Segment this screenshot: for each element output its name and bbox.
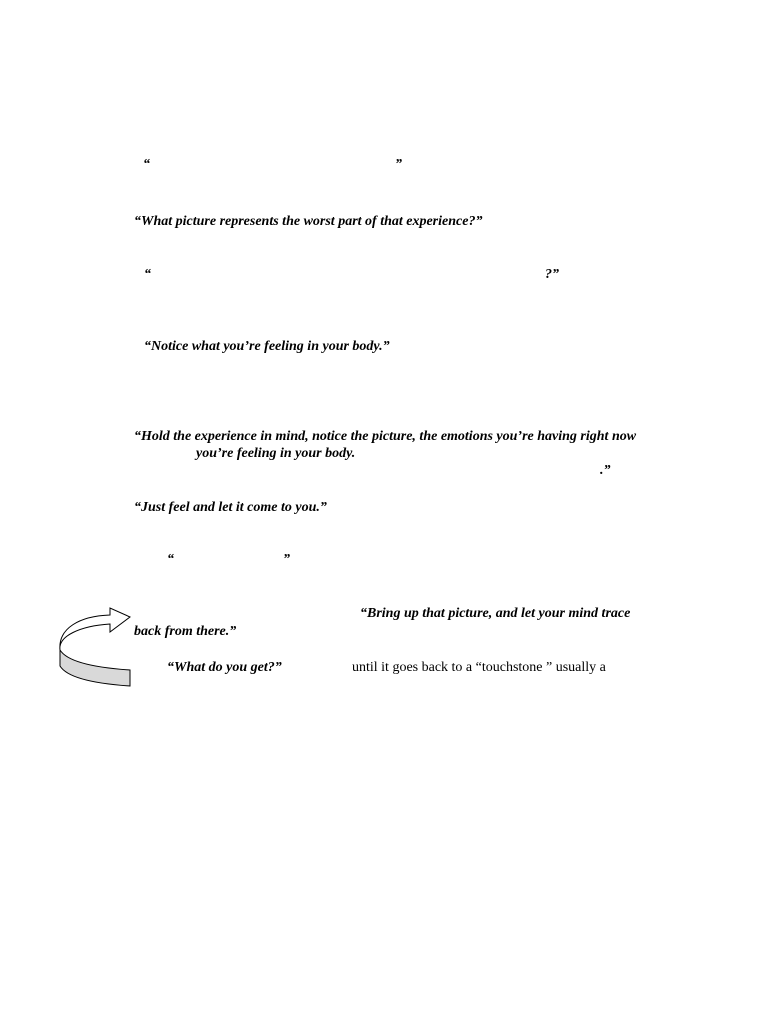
quote-open-2: “	[144, 267, 151, 282]
prompt-notice-body: “Notice what you’re feeling in your body.”	[144, 339, 390, 354]
curved-arrow-icon	[50, 598, 142, 694]
prompt-just-feel: “Just feel and let it come to you.”	[134, 500, 327, 515]
prompt-bring-up-picture-cont: back from there.”	[134, 624, 237, 639]
prompt-hold-experience: “Hold the experience in mind, notice the picture, the emotions you’re having right now	[134, 429, 637, 444]
quote-open-3: “	[167, 552, 174, 567]
quote-close-2: ?”	[545, 267, 559, 282]
prompt-hold-experience-end: .”	[600, 463, 611, 478]
quote-open-1: “	[143, 157, 150, 172]
prompt-bring-up-picture: “Bring up that picture, and let your mind trace	[360, 606, 631, 621]
instruction-touchstone: until it goes back to a “touchstone ” usually a	[352, 660, 606, 675]
quote-close-3: ”	[283, 552, 290, 567]
prompt-what-do-you-get: “What do you get?”	[167, 660, 282, 675]
quote-close-1: ”	[395, 157, 402, 172]
prompt-hold-experience-cont: you’re feeling in your body.	[196, 446, 356, 461]
prompt-worst-picture: “What picture represents the worst part of that experience?”	[134, 214, 483, 229]
